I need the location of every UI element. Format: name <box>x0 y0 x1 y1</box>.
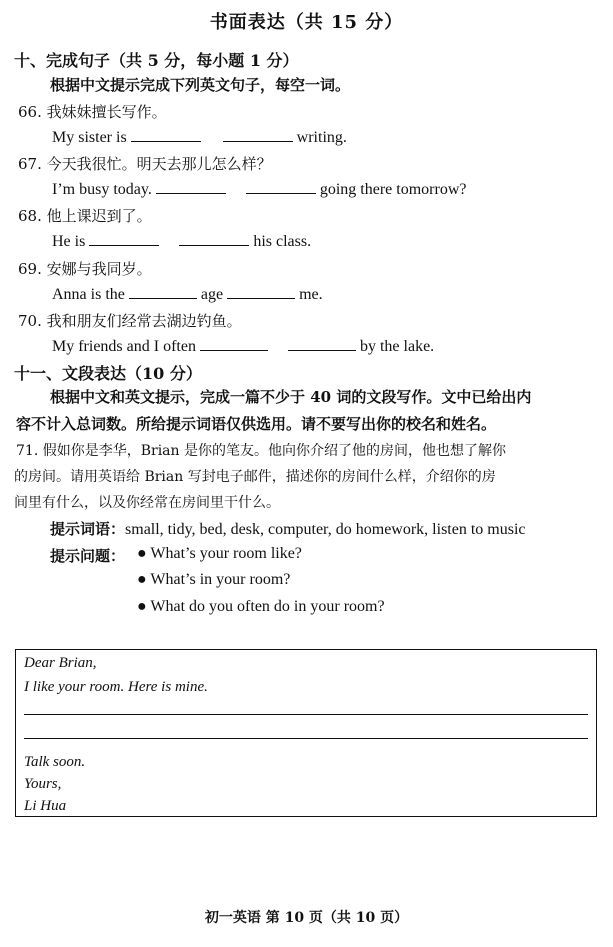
q70-sentence <box>52 336 434 356</box>
letter-closing-1: Talk soon. <box>24 754 86 770</box>
q68-text-start: He is <box>52 233 86 250</box>
q66-blank-1[interactable] <box>131 127 201 142</box>
q70-blank-2[interactable] <box>288 336 356 351</box>
hint-question-2-text: What’s in your room? <box>150 571 291 588</box>
q66-text-end: writing. <box>296 129 347 146</box>
bullet-icon: ● <box>137 545 147 562</box>
q70-text-end: by the lake. <box>359 338 435 355</box>
q67-text-start: I’m busy today. <box>52 181 152 198</box>
letter-greeting: Dear Brian, <box>24 655 97 671</box>
q71-prompt-line-3: 间里有什么，以及你经常在房间里干什么。 <box>14 495 280 511</box>
q69-sentence <box>52 284 323 304</box>
q69-text-middle: age <box>200 286 224 303</box>
page-footer: 初一英语 第 10 页（共 10 页） <box>204 910 409 926</box>
q66-text-start: My sister is <box>52 129 127 146</box>
q70-blank-1[interactable] <box>200 336 268 351</box>
letter-opening: I like your room. Here is mine. <box>24 679 208 695</box>
hint-question-2 <box>137 571 290 589</box>
hint-question-3-text: What do you often do in your room? <box>150 598 385 615</box>
section-11-instruction-line-2: 容不计入总词数。所给提示词语仅供选用。请不要写出你的校名和姓名。 <box>16 415 497 433</box>
q71-prompt-line-2: 的房间。请用英语给 Brian 写封电子邮件，描述你的房间什么样，介绍你的房 <box>14 469 496 485</box>
bullet-icon: ● <box>137 571 147 588</box>
q69-chinese: 69. 安娜与我同岁。 <box>18 260 152 278</box>
q69-text-start: Anna is the <box>52 286 125 303</box>
letter-signature: Li Hua <box>24 798 67 814</box>
hint-question-1 <box>137 545 302 563</box>
hint-words-row <box>50 518 526 539</box>
q67-blank-2[interactable] <box>246 179 316 194</box>
q68-sentence <box>52 231 311 251</box>
hint-questions-label: 提示问题： <box>50 547 126 565</box>
hint-words: small, tidy, bed, desk, computer, do homework, listen to music <box>125 521 526 538</box>
section-title: 书面表达（共 15 分） <box>209 12 404 33</box>
answer-box <box>15 649 597 817</box>
q68-blank-2[interactable] <box>179 231 249 246</box>
q68-blank-1[interactable] <box>89 231 159 246</box>
writing-line-2[interactable] <box>24 738 588 739</box>
q71-prompt-line-1: 71. 假如你是李华，Brian 是你的笔友。他向你介绍了他的房间，他也想了解你 <box>16 443 506 459</box>
letter-closing-2: Yours, <box>24 776 62 792</box>
q68-chinese: 68. 他上课迟到了。 <box>18 207 152 225</box>
hint-question-3 <box>137 598 385 616</box>
q68-text-end: his class. <box>253 233 312 250</box>
section-11-instruction-line-1: 根据中文和英文提示，完成一篇不少于 40 词的文段写作。文中已给出内 <box>50 388 532 406</box>
hint-words-label: 提示词语： <box>50 520 126 538</box>
q67-text-end: going there tomorrow? <box>319 181 467 198</box>
hint-question-1-text: What’s your room like? <box>150 545 302 562</box>
q66-blank-2[interactable] <box>223 127 293 142</box>
q67-blank-1[interactable] <box>156 179 226 194</box>
q66-chinese: 66. 我妹妹擅长写作。 <box>18 103 167 121</box>
q69-blank-2[interactable] <box>227 284 295 299</box>
q67-sentence <box>52 179 466 199</box>
q70-text-start: My friends and I often <box>52 338 196 355</box>
q66-sentence <box>52 127 347 147</box>
section-10-heading: 十、完成句子（共 5 分，每小题 1 分） <box>14 51 299 70</box>
writing-line-1[interactable] <box>24 714 588 715</box>
q70-chinese: 70. 我和朋友们经常去湖边钓鱼。 <box>18 312 242 330</box>
section-11-heading: 十一、文段表达（10 分） <box>14 364 202 383</box>
section-10-instruction: 根据中文提示完成下列英文句子，每空一词。 <box>50 76 351 94</box>
q67-chinese: 67. 今天我很忙。明天去那儿怎么样？ <box>18 155 272 173</box>
q69-text-end: me. <box>299 286 323 303</box>
q69-blank-1[interactable] <box>129 284 197 299</box>
bullet-icon: ● <box>137 598 147 615</box>
